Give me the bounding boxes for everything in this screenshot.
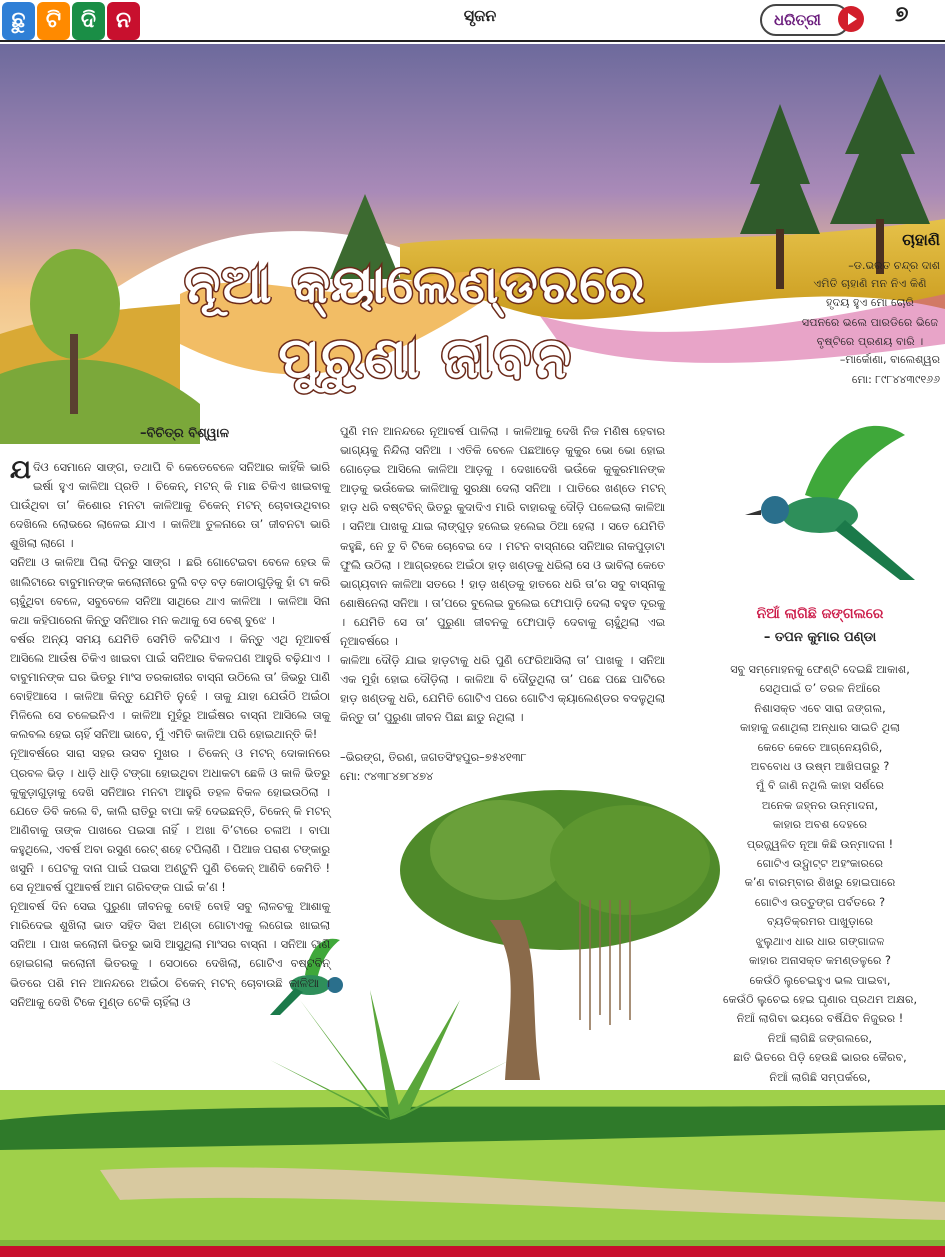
logo-tile-1: ଛୁ <box>2 2 35 40</box>
poem-line: କେଉଁଠି ଲୁଚେଇ ହେଇ ଘୃଣାର ପ୍ରଥମ ଅକ୍ଷର, <box>722 992 918 1006</box>
article-headline-line2: ପୁରୁଣା ଜୀବନ <box>278 326 572 391</box>
article-byline: –ବିଚିତ୍ର ବିଶ୍ୱାଳ <box>140 426 229 441</box>
poem-line: କେତେ କେତେ ଆଗ୍ନେୟଗିରି, <box>757 740 883 754</box>
poem-author: –ଡ.ଭରତ ଚନ୍ଦ୍ର ଦାଶ <box>848 259 940 272</box>
page-number: ୭ <box>895 2 909 27</box>
poem-author-2: – ତପନ କୁମାର ପଣ୍ଡା <box>763 630 877 645</box>
poem-title: ଚାହାଣି <box>902 230 940 249</box>
poem-phone: ମୋ: ୮୯୮୪୪୩୯୧୬୬ <box>851 373 940 386</box>
poem-line: ସବୁ ସମ୍ମୋହନକୁ ଫେଣ୍ଟି ଦେଇଛି ଆକାଶ, <box>730 663 910 676</box>
poem-line: ବୃଷ୍ଟିରେ ପ୍ରଣୟ ବାରି । <box>816 335 924 349</box>
poem-lines-2 <box>700 660 940 1126</box>
article-paragraph: ସନିଆ ଓ କାଳିଆ ପିଲା ଦିନରୁ ସାଙ୍ଗ । ଛରି ଗୋଟେଇବା ବେଳେ ହେଉ କି ଖାଲିଟାରେ ବାବୁମାନଙ୍କ କଲୋନୀରେ ବୁଲି ବଡ଼ ବଡ଼ କୋଠାଗୁଡ଼ିକୁ ହାଁ ଟା କରି ଚାହୁଁଥିବା ବେଳେ, ସବୁବେଳେ ସନିଆ ସାଥିରେ ଥାଏ କାଳିଆ । କାଳିଆ ସିନା କଥା କହିପାରେନା କିନ୍ତୁ ସନିଆର ମନ କଥାକୁ ସେ ବେଶ୍ ବୁଝେ । <box>10 556 330 627</box>
article-paragraph: ନୂଆବର୍ଷ ଦିନ ସେଇ ପୁରୁଣା ଜୀବନକୁ ବୋହି ବୋହି ସବୁ ଲାଳଚକୁ ଆଶାକୁ ମାରିଦେଇ ଶୁଖିଲା ଭାତ ସହିତ ସିଝା ଅଣ୍ଡା ଗୋଟାଏକୁ ଲଗେଇ ଖାଇଲା ସନିଆ । ପାଖ କଲୋନୀ ଭିତରୁ ଭାସି ଆସୁଥିଲା ମାଂସର ବାସ୍ନା । ସନିଆ ଟାଣି ହୋଇଗଲା କଲୋନୀ ଭିତରକୁ । ସେଠାରେ ଦେଖିଲା, ଗୋଟିଏ ବଷ୍ଟବିନ୍ ଭିତରେ ପଶି ମନ ଆନନ୍ଦରେ ଅଇଁଠା ଚିକେନ୍ ମଟନ୍ ଚୋବାଉଛି କାଳିଆ । ସନିଆକୁ ଦେଖି ଟିକେ ମୁଣ୍ଡ ଟେକି ଚାହିଁଲା ଓ <box>10 900 330 1009</box>
article-address: –ଭିରଙ୍ଗ, ତିରଣ, ଜଗତସିଂହପୁର–୭୫୪୧୩୮ <box>340 750 527 764</box>
bird-illustration <box>735 415 925 585</box>
poem-line: କେଉଁଠି ଲୁଚେଇହୁଏ ଭଲ ପାଇବା, <box>749 973 891 987</box>
poem-line: କାହାକୁ ଜଣାଥିଲା ଅନ୍ଧାର ସାଇତି ଥିଲା <box>740 721 900 735</box>
article-column-2 <box>340 422 665 786</box>
poem-line: ବ୍ୟତିକ୍ରମର ପାଖୁଡ଼ାରେ <box>766 915 874 929</box>
poem-line: ମୁଁ ବି ଜାଣି ନଥିଲି କାହା ସର୍ଶରେ <box>756 779 884 793</box>
poem-line: ନିଆଁ ଲାଗିଛି ସମ୍ପର୍କରେ, <box>769 1070 871 1084</box>
play-icon <box>838 6 864 32</box>
article-phone: ମୋ: ୯୪୩୮୪୭୮୪୭୪ <box>340 769 434 783</box>
article-paragraph: ଦିଓ ସେମାନେ ସାଙ୍ଗ, ତଥାପି ବି କେତେବେଳେ ସନିଆର କାହିଁକି ଭାରି ଇର୍ଷା ହୁଏ କାଳିଆ ପ୍ରତି । ଚିକେନ୍, ମଟନ୍ କି ମାଛ ଚିକିଏ ଖାଇବାକୁ ପାଉଁଥିବା ତା’ କିଶୋର ମନଟା କାଳିଆକୁ ଚିକେନ୍ ମଟନ୍ ଚୋବାଉଥିବାର ଦେଖିଲେ ଲୋଭରେ ଲାଳେଇ ଯାଏ । କାଳିଆ ତୁଳନାରେ ତା’ ଜୀବନଟା ଭାରି ଶୁଖିଲା ଲାଗେ । <box>10 461 330 551</box>
poem-line: ସପନରେ ଭଲେ ପାରଡିରେ ଭିଜେ <box>801 315 939 329</box>
poem-line: ନିଆଁ ଲାଗିଛି ଜଙ୍ଗଲରେ, <box>767 1031 873 1045</box>
article-headline-line1: ନୂଆ କ୍ୟାଲେଣ୍ଡରରେ <box>184 255 646 315</box>
poem-line: ଗୋଟିଏ ଉଦ୍ଘାଟ୍ଟ ଅହଂକାରରେ <box>756 857 884 871</box>
page-bottom-rule <box>0 1246 945 1257</box>
article-paragraph: କାଳିଆ ଦୌଡ଼ି ଯାଇ ହାଡ଼ଟାକୁ ଧରି ପୁଣି ଫେରିଆସିଲା ତା’ ପାଖକୁ । ସନିଆ ଏକ ମୁହାଁ ହୋଇ ଦୌଡ଼ିଲା । କାଳିଆ ବି ଦୌଡୁଥିଲା ତା’ ପଛେ ପଛେ ପାଟିରେ ହାଡ଼ ଖଣ୍ଡକୁ ଧରି, ଯେମିତି ଗୋଟିଏ ପରେ ଗୋଟିଏ କ୍ୟାଲେଣ୍ଡର ବଦଳୁଥିଲା କିନ୍ତୁ ତା’ ପୁରୁଣା ଜୀବନ ପିଛା ଛାଡୁ ନଥିଲା । <box>340 654 665 725</box>
poem-line: ଗୋଟିଏ ଉତ୍ତୁଙ୍ଗ ପର୍ବତରେ ? <box>754 895 886 909</box>
article-paragraph: ନୂଆବର୍ଷରେ ସାରା ସହର ଉସବ ମୁଖର । ଚିକେନ୍ ଓ ମଟନ୍ ଦୋକାନରେ ପ୍ରବଳ ଭିଡ଼ । ଧାଡ଼ି ଧାଡ଼ି ଟଙ୍ଗା ହୋଇଥିବା ଅଧାକଟା ଛେଳି ଓ କାଳି ଭିତରୁ କୁକୁଡ଼ାଗୁଡ଼ାକୁ ଦେଖି ସନିଆର ମନଟା ଆହୁରି ତହଳ ବିକଳ ହୋଇଉଠିଲା । ଯେତେ ଡିବି କଲେ ବି, କାଲି ରାତିରୁ ବାପା କହି ଦେଇଛନ୍ତି, ଚିକେନ୍ କି ମଟନ୍ ଆଣିବାକୁ ତାଙ୍କ ପାଖରେ ପଇସା ନାହିଁ । ଅଖା ବି’ଟାରେ ଚଳାଅ । ବାପା କହୁଥିଲେ, ଏବର୍ଷ ଅବା ରସୁଣ ରେଟ୍ ଶହେ ଟପିଲାଣି । ପିଆଜ ପରାଶ ଟଙ୍କାରୁ ଖସୁନି । ପେଟକୁ ଦାନା ପାଇଁ ପଇସା ଅଣ୍ଟୁନି ପୁଣି ଚିକେନ୍ ଆଣିବି କେମିତି ! ସେ ନୂଆବର୍ଷ ପୁଆବର୍ଷ ଆମ ଗରିବଙ୍କ ପାଇଁ କ’ଣ ! <box>10 747 330 895</box>
poem-line: କାହାର ଅନାସକ୍ତ କମଣ୍ଡଳୁରେ ? <box>749 954 891 968</box>
poem-place: –ମାର୍କୋଣା, ବାଲେଶ୍ୱର <box>839 353 940 366</box>
poem-line: ନିଶାସକ୍ତ ଏବେ ସାରା ଜଙ୍ଗଲ, <box>754 701 886 715</box>
poem-line: ହୃଦୟ ହୁଏ ମୋ ଚୋରି <box>825 296 915 310</box>
poem-line: ସେଥିପାଇଁ ତ’ ତରଳ ନିଆଁରେ <box>759 682 881 696</box>
article-column-1 <box>10 455 330 1012</box>
agave-plant-illustration <box>260 990 520 1120</box>
poem-line: ଝୁଲୁଥାଏ ଧାର ଧାର ଗଙ୍ଗାଜଳ <box>755 934 885 948</box>
poem-line: ନିଆଁ ଲାଗିବା ଭୟରେ ବର୍ଷିଯିବ ନିଜୁରର ! <box>736 1012 904 1026</box>
section-name: ସୃଜନ <box>463 6 497 25</box>
poem-line: ଅବବୋଧ ଓ ଉଷ୍ମ ଆଖିପତାରୁ ? <box>750 760 890 774</box>
poem-line: ପ୍ରଜ୍ଜ୍ୱଳିତ ନୂଆ କିଛି ଉନ୍ମାଦନା ! <box>746 837 894 851</box>
poem-line: କ’ଣ ବାରମ୍ବାର ଶିଖରୁ ହୋଇପାରେ <box>744 876 896 890</box>
poem-line: କାହାର ଅବଶ ଦେହରେ <box>772 818 868 832</box>
article-paragraph: ବର୍ଷର ଅନ୍ୟ ସମୟ ଯେମିତି ସେମିତି କଟିଯାଏ । କିନ୍ତୁ ଏଥି ନୂଆବର୍ଷ ଆସିଲେ ଆଉଁଷ ଚିକିଏ ଖାଇବା ପାଇଁ ସନିଆର ବିକଳପଣ ଆହୁରି ବଢ଼ିଯାଏ । ବାବୁମାନଙ୍କ ଘର ଭିତରୁ ମାଂସ ତରକାରୀର ବାସ୍ନା ଉଠିଲେ ତା’ ଜିଭରୁ ପାଣି ବୋହିଆସେ । କାଳିଆ କିନ୍ତୁ ଯେମିତି ନୁହେଁ । ତାକୁ ଯାହା ଯେଉଁଠି ଅଇଁଠା ମିଳିଲେ ସେ ଚଳେଇନିଏ । କାଳିଆ ମୁହଁରୁ ଆଇଁଷର ବାସ୍ନା ଆସିଲେ ତାକୁ କଲବଲ ହେଇ ଚାହିଁ ସନିଆ ଭାବେ, ମୁଁ ଏମିତି କାଳିଆ ପରି ହୋଇଥାନ୍ତି କି! <box>10 632 330 742</box>
article-paragraph: ପୁଣି ମନ ଆନନ୍ଦରେ ନୂଆବର୍ଷ ପାଳିଲା । କାଳିଆକୁ ଦେଖି ନିଜ ମଣିଷ ହେବାର ଭାଗ୍ୟକୁ ନିନ୍ଦିଲା ସନିଆ । ଏତିକି ବେଳେ ପଛଆଡ଼େ କୁକୁର ଭୋ ଭୋ ହୋଇ ଗୋଡ଼େଇ ଆସିଲେ କାଳିଆ ଆଡ଼କୁ । ଦେଖାଦେଖି ଭଉଁକେ କୁକୁରମାନଙ୍କ ଆଡ଼କୁ ଭଉଁକେଇ କାଳିଆକୁ ସୁରକ୍ଷା ଦେଲା ସନିଆ । ପାତିରେ ଖଣ୍ଡେ ମଟନ୍ ହାଡ଼ ଧରି ବଷ୍ଟବିନ୍ ଭିତରୁ କୁଦାଦିଏ ମାରି ବାହାରକୁ ଦୌଡ଼ି ପଳେଇଲା କାଳିଆ । ସନିଆ ପାଖକୁ ଯାଇ ଲାଙ୍ଗୁଡ଼ ହଲେଇ ହଲେଇ ଠିଆ ହେଲା । ସତେ ଯେମିତି କହୁଛି, ନେ ତୁ ବି ଟିକେ ଚୋବେଇ ଦେ । ମଟନ ବାସ୍ନାରେ ସନିଆର ନାକପୁଡ଼ାଟା ଫୁଲି ଉଠିଲା । ଆଗ୍ରହରେ ଅଇଁଠା ହାଡ଼ ଖଣ୍ଡକୁ ଧରିଲା ସେ ଓ ଭାବିଲା କେତେ ଭାଗ୍ୟବାନ କାଳିଆ ସତରେ ! ହାଡ଼ ଖଣ୍ଡକୁ ହାତରେ ଧରି ତା’ର ସବୁ ବାସ୍ନାକୁ ଶୋଷିନେଲା ସନିଆ । ତା’ପରେ ବୁଲେଇ ବୁଲେଇ ଫୋପାଡ଼ି ଦେଲା ବହୁତ ଦୂରକୁ । ଯେମିତି ସେ ତା’ ପୁରୁଣା ଜୀବନକୁ ଫୋପାଡ଼ି ଦେବାକୁ ଚାହୁଁଥିଲା ଏଇ ନୂଆବର୍ଷରେ । <box>340 425 665 649</box>
poem-line: ଏମିତି ଚାହାଣି ମନ ନିଏ କିଣି <box>813 277 927 290</box>
logo-tile-2: ଟି <box>37 2 70 40</box>
poem-line: ଅନେକ ଜହ୍ନର ଉନ୍ମାଦନା, <box>761 798 879 812</box>
poem-chahani <box>760 230 940 275</box>
drop-cap: ଯ <box>10 455 32 485</box>
poem-chahani-lines <box>800 274 940 352</box>
poem-title-2: ନିଆଁ ଲାଗିଛି ଜଙ୍ଗଲରେ <box>756 606 884 622</box>
logo-tile-4: ନ <box>107 2 140 40</box>
poem-line: ଛାତି ଭିତରେ ପିଡ଼ି ହେଉଛି ଭାରର କୈରବ, <box>733 1051 907 1065</box>
logo-tile-3: ଦି <box>72 2 105 40</box>
brand-logo: ଧରିତ୍ରୀ <box>760 4 850 36</box>
